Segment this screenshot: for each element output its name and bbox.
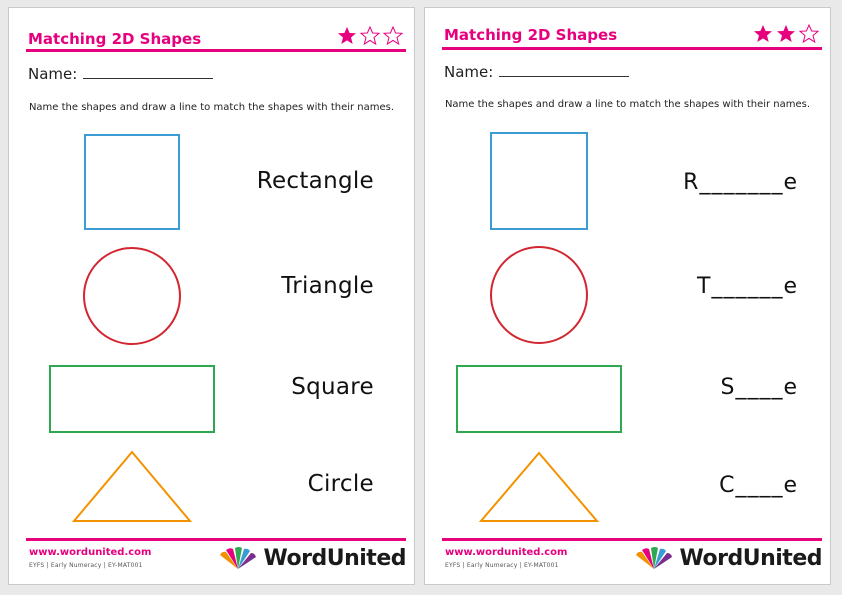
worksheet-2 — [424, 7, 831, 585]
brand-logo — [634, 546, 822, 578]
brand-name: WordUnited — [263, 546, 406, 571]
worksheet-code: EYFS | Early Numeracy | EY-MAT001 — [29, 562, 143, 569]
triangle-shape — [74, 452, 190, 521]
brand-logo — [218, 546, 406, 578]
shape-name-label: Circle — [307, 471, 374, 497]
instructions: Name the shapes and draw a line to match the shapes with their names. — [28, 102, 395, 113]
website-link[interactable]: www.wordunited.com — [445, 547, 568, 558]
wordunited-fan-icon — [218, 547, 258, 571]
shape-name-label: T______e — [697, 274, 798, 299]
shape-name-label: S____e — [720, 375, 798, 400]
footer-divider — [442, 538, 822, 541]
triangle-shape — [481, 453, 597, 521]
shape-name-label: Triangle — [281, 273, 374, 299]
square-shape — [491, 133, 587, 229]
footer-divider — [26, 538, 406, 541]
circle-shape — [84, 248, 180, 344]
worksheet-title: Matching 2D Shapes — [28, 30, 202, 48]
rectangle-shape — [50, 366, 214, 432]
square-shape — [85, 135, 179, 229]
worksheet-title: Matching 2D Shapes — [444, 26, 618, 44]
name-label: Name: — [28, 65, 78, 83]
rectangle-shape — [457, 366, 621, 432]
website-link[interactable]: www.wordunited.com — [29, 547, 152, 558]
worksheet-1 — [8, 7, 415, 585]
circle-shape — [491, 247, 587, 343]
wordunited-fan-icon — [634, 547, 674, 571]
worksheet-code: EYFS | Early Numeracy | EY-MAT001 — [445, 562, 559, 569]
name-label: Name: — [444, 63, 494, 81]
shape-name-label: Square — [291, 374, 374, 400]
brand-name: WordUnited — [679, 546, 822, 571]
shape-name-label: C____e — [719, 473, 798, 498]
shape-name-label: R_______e — [683, 170, 798, 195]
instructions: Name the shapes and draw a line to match the shapes with their names. — [444, 99, 811, 110]
shape-name-label: Rectangle — [256, 168, 374, 194]
